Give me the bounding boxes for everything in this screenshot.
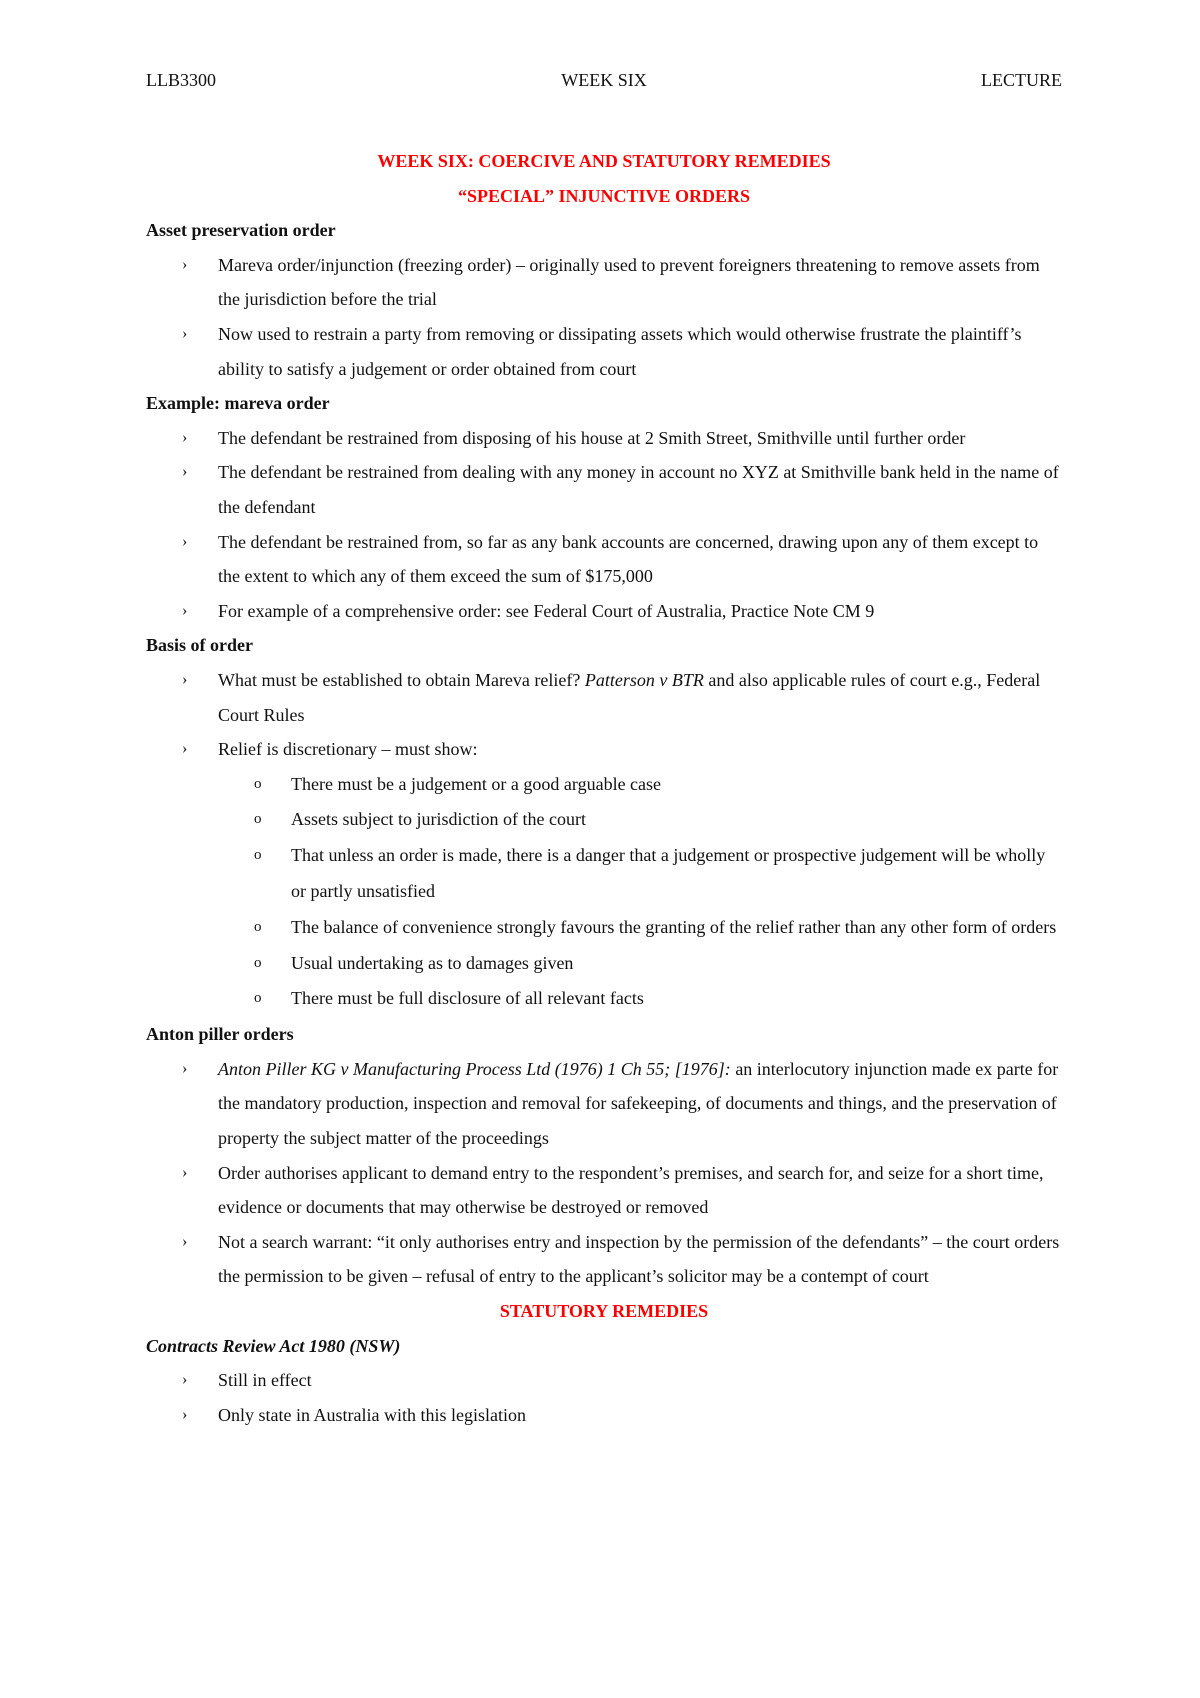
bullet-marker: ›: [182, 463, 188, 481]
sub-list-item-text: That unless an order is made, there is a danger that a judgement or prospective judgement will be wholly or partly unsatisfied: [291, 845, 1046, 902]
list-item: [146, 1225, 1062, 1294]
header-type: LECTURE: [981, 70, 1062, 90]
header-week: WEEK SIX: [561, 70, 647, 90]
list-item-text: Still in effect: [218, 1370, 312, 1391]
main-title: WEEK SIX: COERCIVE AND STATUTORY REMEDIES: [377, 151, 831, 171]
bullet-marker: ›: [182, 1232, 188, 1250]
sub-bullet-marker: o: [254, 990, 262, 1007]
header-course-code: LLB3300: [146, 70, 216, 90]
bullet-marker: ›: [182, 1163, 188, 1181]
list-item-text: and also applicable rules of court e.g., Federal Court Rules: [218, 669, 1041, 725]
list-item: [146, 1398, 1062, 1433]
list-item-text: The defendant be restrained from, so far as any bank accounts are concerned, drawing upon any of them except to the extent to which any of them exceed the sum of $175,000: [218, 531, 1039, 587]
list-item: [146, 1363, 1062, 1398]
bullet-marker: ›: [182, 1405, 188, 1423]
list-item: [146, 455, 1062, 524]
document-body: [146, 144, 1062, 1432]
bullet-marker: ›: [182, 670, 188, 688]
list-item-text: The defendant be restrained from disposing of his house at 2 Smith Street, Smithville until further order: [218, 427, 966, 448]
heading-basis-of-order: Basis of order: [146, 635, 253, 656]
list-item-text: Not a search warrant: “it only authorises entry and inspection by the permission of the defendants” – the court orders the permission to be given – refusal of entry to the applicant’s solicitor may be a contempt of court: [218, 1231, 1060, 1287]
heading-asset-preservation: Asset preservation order: [146, 220, 336, 241]
heading-example-mareva: Example: mareva order: [146, 393, 330, 414]
list-item-text: an interlocutory injunction made ex parte for the mandatory production, inspection and removal for safekeeping, of documents and things, and the preservation of property the subject matter of the proceedings: [218, 1058, 1059, 1149]
bullet-marker: ›: [182, 255, 188, 273]
sub-bullet-marker: o: [254, 954, 262, 971]
list-item: [146, 732, 1062, 767]
list-item-text: Only state in Australia with this legislation: [218, 1404, 526, 1425]
sub-list-item-text: The balance of convenience strongly favours the granting of the relief rather than any other form of orders: [291, 916, 1057, 937]
list-item: [146, 421, 1062, 456]
bullet-marker: ›: [182, 1371, 188, 1389]
sub-list-item: [146, 802, 1062, 838]
list-item: [146, 317, 1062, 386]
list-item-text: The defendant be restrained from dealing with any money in account no XYZ at Smithville bank held in the name of the defendant: [218, 462, 1059, 517]
case-citation: Patterson v BTR: [584, 669, 704, 690]
bullet-marker: ›: [182, 324, 188, 342]
list-item-text: What must be established to obtain Mareva relief?: [218, 669, 585, 690]
list-item-text: Relief is discretionary – must show:: [218, 739, 478, 760]
page-header: [146, 70, 1062, 94]
list-item: [146, 663, 1062, 732]
sub-list-item: [146, 838, 1062, 910]
bullet-marker: ›: [182, 601, 188, 619]
sub-bullet-marker: o: [254, 847, 262, 864]
sub-list-item: [146, 910, 1062, 946]
list-item: [146, 1156, 1062, 1225]
section-title-statutory-remedies: STATUTORY REMEDIES: [499, 1301, 709, 1322]
sub-list-item-text: There must be full disclosure of all relevant facts: [291, 988, 644, 1009]
sub-list-item: [146, 946, 1062, 982]
sub-bullet-marker: o: [254, 918, 262, 935]
heading-anton-piller: Anton piller orders: [146, 1024, 294, 1045]
list-item-text: Mareva order/injunction (freezing order) – originally used to prevent foreigners threatening to remove assets from the jurisdiction before the trial: [218, 254, 1040, 310]
sub-bullet-marker: o: [254, 811, 262, 828]
list-item: [146, 594, 1062, 629]
list-item-text: Order authorises applicant to demand entry to the respondent’s premises, and search for, and seize for a short time, evidence or documents that may otherwise be destroyed or removed: [218, 1162, 1044, 1218]
bullet-marker: ›: [182, 428, 188, 446]
sub-list-item: [146, 981, 1062, 1017]
sub-list-item-text: There must be a judgement or a good arguable case: [291, 773, 662, 794]
list-item: [146, 525, 1062, 594]
sub-list-item: [146, 767, 1062, 803]
case-citation: Anton Piller KG v Manufacturing Process Ltd (1976) 1 Ch 55; [1976]:: [218, 1058, 731, 1079]
sub-list-item-text: Assets subject to jurisdiction of the court: [291, 809, 586, 830]
heading-contracts-review-act: Contracts Review Act 1980 (NSW): [146, 1335, 401, 1356]
list-item: [146, 248, 1062, 317]
bullet-marker: ›: [182, 1059, 188, 1077]
bullet-marker: ›: [182, 532, 188, 550]
bullet-marker: ›: [182, 740, 188, 758]
list-item: [146, 1052, 1062, 1156]
sub-title: “SPECIAL” INJUNCTIVE ORDERS: [457, 185, 751, 206]
sub-bullet-marker: o: [254, 775, 262, 792]
list-item-text: For example of a comprehensive order: see Federal Court of Australia, Practice Note CM 9: [218, 600, 875, 621]
list-item-text: Now used to restrain a party from removing or dissipating assets which would otherwise frustrate the plaintiff’s ability to satisfy a judgement or order obtained from court: [218, 323, 1022, 379]
sub-list-item-text: Usual undertaking as to damages given: [291, 952, 574, 973]
